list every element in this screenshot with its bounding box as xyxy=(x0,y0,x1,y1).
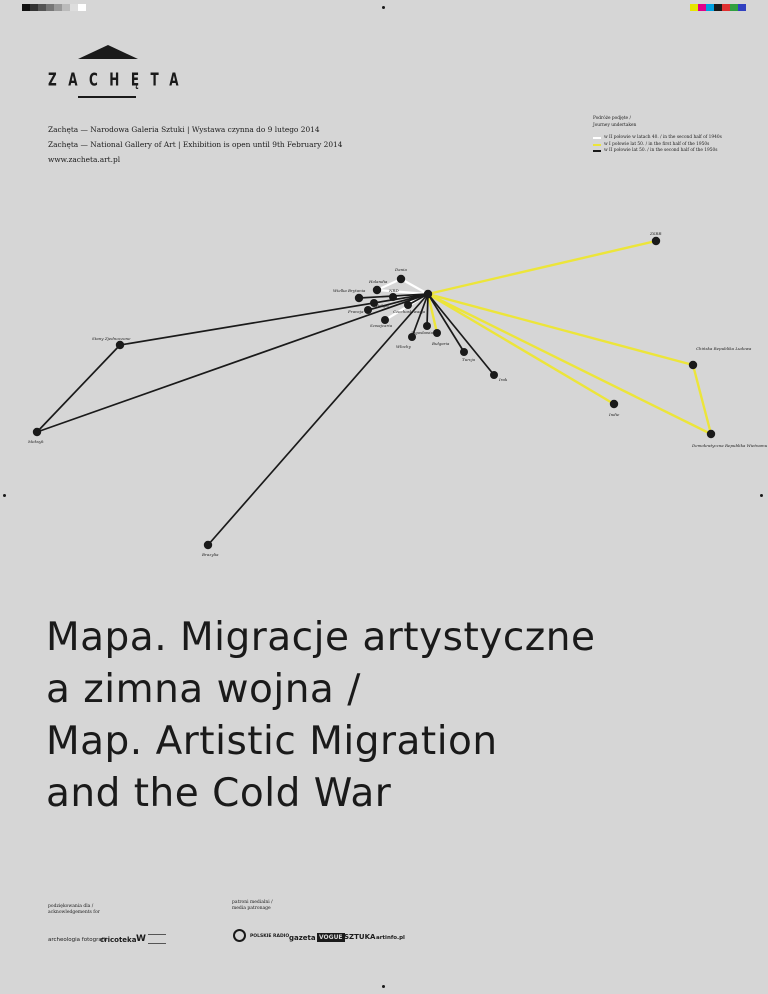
label-francja: Francja xyxy=(348,309,364,314)
node-jugoslawia xyxy=(423,322,431,330)
legend-item-1940s: w II połowie w latach 40. / in the second half of 1940s xyxy=(593,135,722,142)
label-chiny: Chińska Republika Ludowa xyxy=(696,346,752,351)
legend-heading-pl: Podróże podjęte / xyxy=(593,116,631,121)
label-irak: Irak xyxy=(499,377,508,382)
node-poland xyxy=(424,290,432,298)
label-bulgaria: Bułgaria xyxy=(432,341,450,346)
label-dania: Dania xyxy=(395,267,407,272)
node-nrd xyxy=(389,293,397,301)
label-zsrr: ZSRR xyxy=(650,231,662,236)
title-line-1: Mapa. Migracje artystyczne xyxy=(46,615,596,660)
yellow-routes xyxy=(428,241,711,434)
exhibition-title xyxy=(46,612,595,820)
sponsor-w-logo: W xyxy=(136,934,146,944)
node-brazylia xyxy=(204,541,212,549)
info-website-link[interactable]: www.zacheta.art.pl xyxy=(48,155,121,164)
patron-artinfo: artinfo.pl xyxy=(376,935,405,941)
label-belgia: Belgia xyxy=(376,303,389,308)
node-francja xyxy=(364,306,372,314)
label-turcja: Turcja xyxy=(462,357,476,362)
legend-item-early-1950s: w I połowie lat 50. / in the first half of the 1950s xyxy=(593,142,722,149)
legend-item-late-1950s: w II połowie lat 50. / in the second half of the 1950s xyxy=(593,148,722,155)
title-line-4: and the Cold War xyxy=(46,771,392,816)
node-czechoslowacja xyxy=(404,301,412,309)
title-line-3: Map. Artistic Migration xyxy=(46,719,498,764)
label-czechoslowacja: Czechosłowacja xyxy=(393,309,426,314)
label-wlochy: Włochy xyxy=(396,344,411,349)
info-line-english: Zachęta — National Gallery of Art | Exhibition is open until 9th February 2014 xyxy=(48,140,343,149)
node-chiny xyxy=(689,361,697,369)
node-stany xyxy=(116,341,124,349)
label-szwajcaria: Szwajcaria xyxy=(370,323,393,328)
title-line-2: a zimna wojna / xyxy=(46,667,361,712)
node-dania xyxy=(397,275,405,283)
node-turcja xyxy=(460,348,468,356)
acknowledgements-label: podziękowania dla / acknowledgements for xyxy=(48,904,100,915)
node-indie xyxy=(610,400,618,408)
sponsor-w-small-text xyxy=(148,934,166,944)
info-line-polish: Zachęta — Narodowa Galeria Sztuki | Wystawa czynna do 9 lutego 2014 xyxy=(48,125,320,134)
legend-heading-en: Journey undertaken xyxy=(593,122,637,128)
label-wietnam: Demokratyczna Republika Wietnamu xyxy=(692,443,768,448)
logo-wordmark: ZACHĘTA xyxy=(48,69,191,90)
node-zsrr xyxy=(652,237,660,245)
media-patronage-label: patroni medialni / media patronage xyxy=(232,900,273,911)
node-wielka-brytania xyxy=(355,294,363,302)
label-nrd: NRD xyxy=(389,288,399,293)
sponsor-cricoteka: cricoteka xyxy=(100,936,137,944)
label-indie: Indie xyxy=(609,412,620,417)
patron-circle-logo-icon xyxy=(233,929,246,942)
patron-vogue: VOGUE xyxy=(319,934,343,941)
label-wielka-brytania: Wielka Brytania xyxy=(333,288,366,293)
node-bulgaria xyxy=(433,329,441,337)
label-holandia: Holandia xyxy=(369,279,388,284)
node-holandia xyxy=(373,286,381,294)
node-meksyk xyxy=(33,428,41,436)
patron-sztuka: SZTUKA xyxy=(344,933,376,941)
node-wietnam xyxy=(707,430,715,438)
patron-gazeta: gazeta xyxy=(289,934,316,942)
label-jugoslawia: Jugosławia xyxy=(411,330,433,335)
patron-polskie-radio: POLSKIE RADIO xyxy=(250,934,290,939)
label-brazylia: Brazylia xyxy=(202,552,219,557)
sponsor-archeologia-fotografii: archeologia fotografii xyxy=(48,937,107,943)
label-stany: Stany Zjednoczone xyxy=(92,336,131,341)
node-irak xyxy=(490,371,498,379)
label-meksyk: Meksyk xyxy=(28,439,44,444)
